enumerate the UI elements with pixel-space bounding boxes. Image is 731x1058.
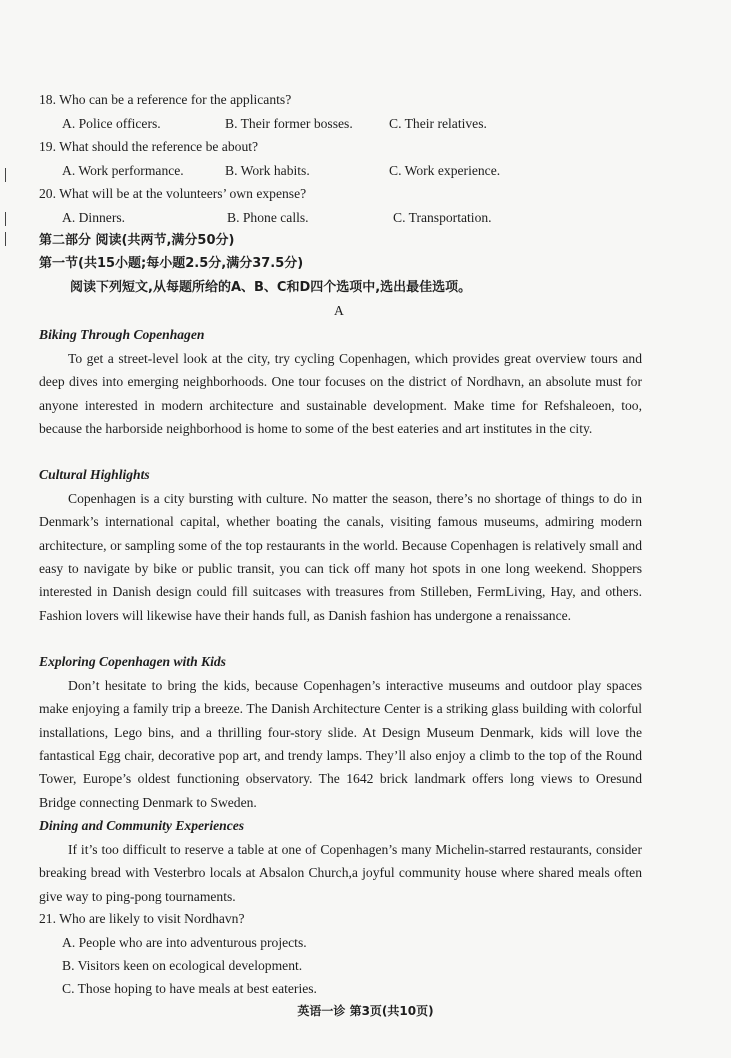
question-19-stem: 19. What should the reference be about? [39,139,259,154]
passage-heading: Biking Through Copenhagen [39,327,205,342]
question-18-option-c: C. Their relatives. [389,116,487,131]
passage-paragraph [39,674,642,814]
question-20-option-b: B. Phone calls. [227,210,309,225]
question-21-option-c: C. Those hoping to have meals at best eateries. [62,981,317,996]
passage-heading: Exploring Copenhagen with Kids [39,654,226,669]
paragraph-text: To get a street-level look at the city, try cycling Copenhagen, which provides great overview tours and deep dives into emerging neighborhoods. One tour focuses on the district of Nordhavn, an absolute must for anyone interested in modern architecture and sustainable development. Make time for Refshaleoen, too, because the harborside neighborhood is home to some of the best eateries and art institutes in the city. [39,351,642,437]
paragraph-text: If it’s too difficult to reserve a table at one of Copenhagen’s many Michelin-starred restaurants, consider breaking bread with Vesterbro locals at Absalon Church,a joyful community house where shared meals often give way to ping-pong tournaments. [39,842,642,904]
margin-mark [5,168,6,182]
reading-instruction: 阅读下列短文,从每题所给的A、B、C和D四个选项中,选出最佳选项。 [70,280,472,295]
paragraph-text: Don’t hesitate to bring the kids, because Copenhagen’s interactive museums and outdoor play spaces make enjoying a family trip a breeze. The Danish Architecture Center is a striking glass building with colorful installations, Lego bins, and a thrilling four-story slide. At Design Museum Denmark, kids will love the fantastical Egg chair, decorative pop art, and trendy lamps. They’ll also enjoy a climb to the top of the Round Tower, Europe’s oldest functioning observatory. The 1642 brick landmark offers long views to Oresund Bridge connecting Denmark to Sweden. [39,678,642,810]
page-footer: 英语一诊 第3页(共10页) [297,1004,434,1018]
question-19-option-b: B. Work habits. [225,163,310,178]
passage-paragraph [39,347,642,440]
section-one-title: 第一节(共15小题;每小题2.5分,满分37.5分) [39,256,304,271]
question-18-stem: 18. Who can be a reference for the applicants? [39,92,292,107]
question-18-option-b: B. Their former bosses. [225,116,353,131]
passage-heading: Cultural Highlights [39,467,150,482]
question-21-option-b: B. Visitors keen on ecological development. [62,958,303,973]
question-19-option-c: C. Work experience. [389,163,501,178]
passage-paragraph [39,487,642,627]
passage-paragraph [39,838,642,908]
margin-mark [5,212,6,226]
passage-label: A [334,303,344,318]
question-21-option-a: A. People who are into adventurous projects. [62,935,307,950]
question-20-option-a: A. Dinners. [62,210,126,225]
question-21-stem: 21. Who are likely to visit Nordhavn? [39,911,245,926]
passage-heading: Dining and Community Experiences [39,818,245,833]
question-18-option-a: A. Police officers. [62,116,161,131]
margin-mark [5,232,6,246]
question-20-stem: 20. What will be at the volunteers’ own expense? [39,186,307,201]
part-two-title: 第二部分 阅读(共两节,满分50分) [39,233,235,248]
paragraph-text: Copenhagen is a city bursting with culture. No matter the season, there’s no shortage of things to do in Denmark’s international capital, whether boating the canals, visiting famous museums, admiring modern architecture, or sampling some of the top restaurants in the world. Because Copenhagen is relatively small and easy to navigate by bike or public transit, you can tick off many hot spots in one long weekend. Shoppers interested in Danish design could fill suitcases with treasures from Stilleben, FermLiving, Hay, and others. Fashion lovers will likewise have their hands full, as Danish fashion has undergone a renaissance. [39,491,642,623]
question-19-option-a: A. Work performance. [62,163,184,178]
question-20-option-c: C. Transportation. [393,210,492,225]
